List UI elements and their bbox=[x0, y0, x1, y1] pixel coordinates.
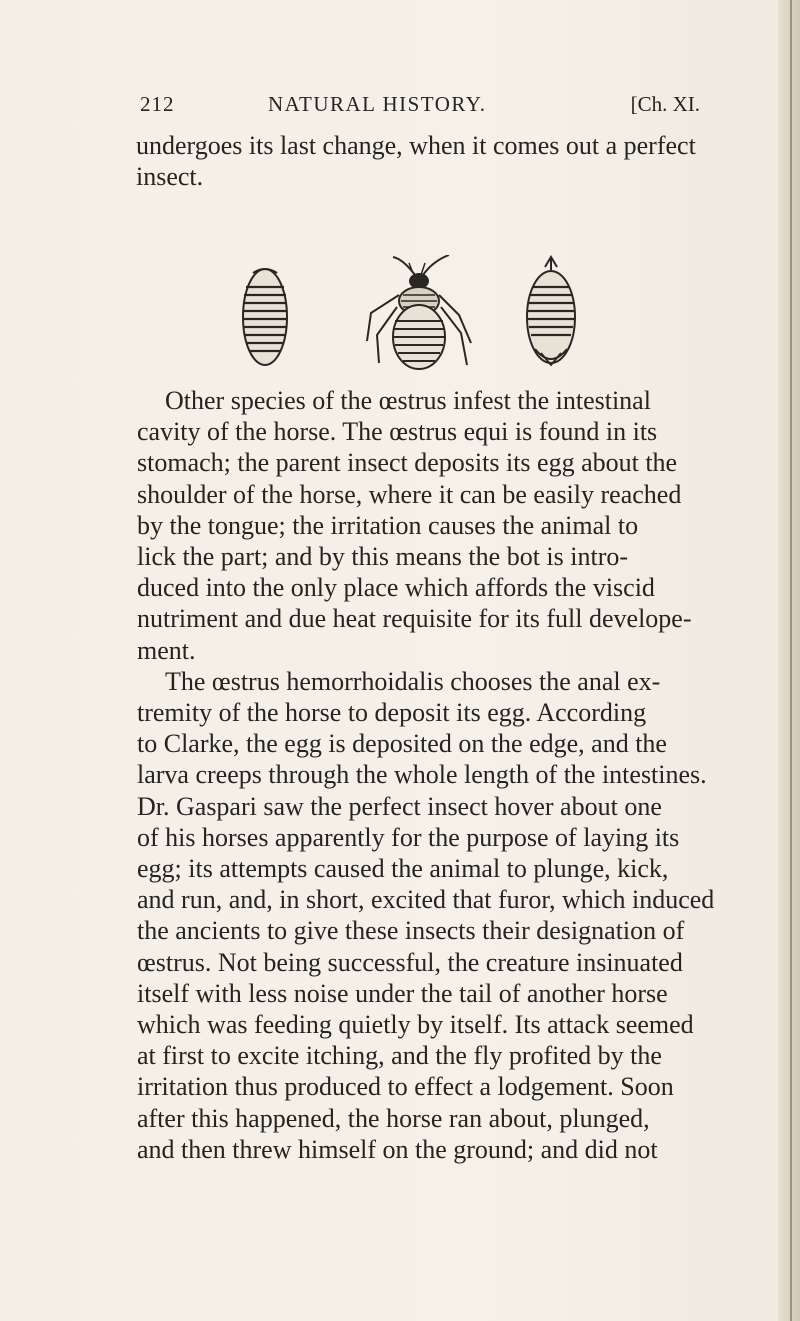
text-line: of his horses apparently for the purpose of laying its bbox=[137, 822, 680, 852]
text-line: by the tongue; the irritation causes the animal to bbox=[137, 510, 639, 540]
text-line: lick the part; and by this means the bot is intro- bbox=[137, 542, 629, 572]
text-line: stomach; the parent insect deposits its egg about the bbox=[137, 448, 678, 478]
text-line: Dr. Gaspari saw the perfect insect hover about one bbox=[137, 791, 662, 821]
text-line: after this happened, the horse ran about, plunged, bbox=[137, 1103, 650, 1133]
text-line: tremity of the horse to deposit its egg. According bbox=[137, 698, 647, 728]
text-line: and run, and, in short, excited that furor, which induced bbox=[137, 885, 715, 915]
text-line: The œstrus hemorrhoidalis chooses the anal ex- bbox=[165, 666, 661, 696]
book-spine bbox=[778, 0, 800, 1321]
paragraph-1 bbox=[137, 385, 735, 666]
text-line: and then threw himself on the ground; and did not bbox=[137, 1134, 658, 1164]
page-number: 212 bbox=[140, 92, 175, 116]
text-line: ment. bbox=[137, 635, 196, 665]
text-line: which was feeding quietly by itself. Its attack seemed bbox=[137, 1010, 694, 1040]
text-line: duced into the only place which affords the viscid bbox=[137, 573, 655, 603]
paragraph-2 bbox=[137, 666, 735, 1165]
larva-icon bbox=[527, 257, 575, 365]
text-line: to Clarke, the egg is deposited on the edge, and the bbox=[137, 729, 667, 759]
insect-figure bbox=[235, 255, 595, 380]
figure-illustration bbox=[235, 255, 595, 380]
text-line: shoulder of the horse, where it can be easily reached bbox=[137, 479, 682, 509]
text-line: Other species of the œstrus infest the intestinal bbox=[165, 386, 651, 415]
intro-paragraph: undergoes its last change, when it comes out a perfect insect. bbox=[136, 131, 696, 191]
text-line: cavity of the horse. The œstrus equi is found in its bbox=[137, 417, 658, 447]
text-line: itself with less noise under the tail of another horse bbox=[137, 978, 668, 1008]
main-text bbox=[137, 385, 735, 1165]
text-line: nutriment and due heat requisite for its full develope- bbox=[137, 604, 692, 634]
text-line: larva creeps through the whole length of the intestines. bbox=[137, 760, 707, 790]
text-line: egg; its attempts caused the animal to plunge, kick, bbox=[137, 854, 669, 884]
spine-edge-line bbox=[790, 0, 792, 1321]
text-line: irritation thus produced to effect a lodgement. Soon bbox=[137, 1072, 674, 1102]
text-line: the ancients to give these insects their designation of bbox=[137, 916, 685, 946]
running-title: NATURAL HISTORY. bbox=[268, 92, 487, 116]
fly-icon bbox=[367, 255, 471, 369]
chapter-label: [Ch. XI. bbox=[630, 92, 700, 116]
text-line: at first to excite itching, and the fly profited by the bbox=[137, 1041, 662, 1071]
text-line: œstrus. Not being successful, the creature insinuated bbox=[137, 947, 683, 977]
running-header bbox=[140, 92, 700, 122]
larva-icon bbox=[243, 269, 287, 365]
